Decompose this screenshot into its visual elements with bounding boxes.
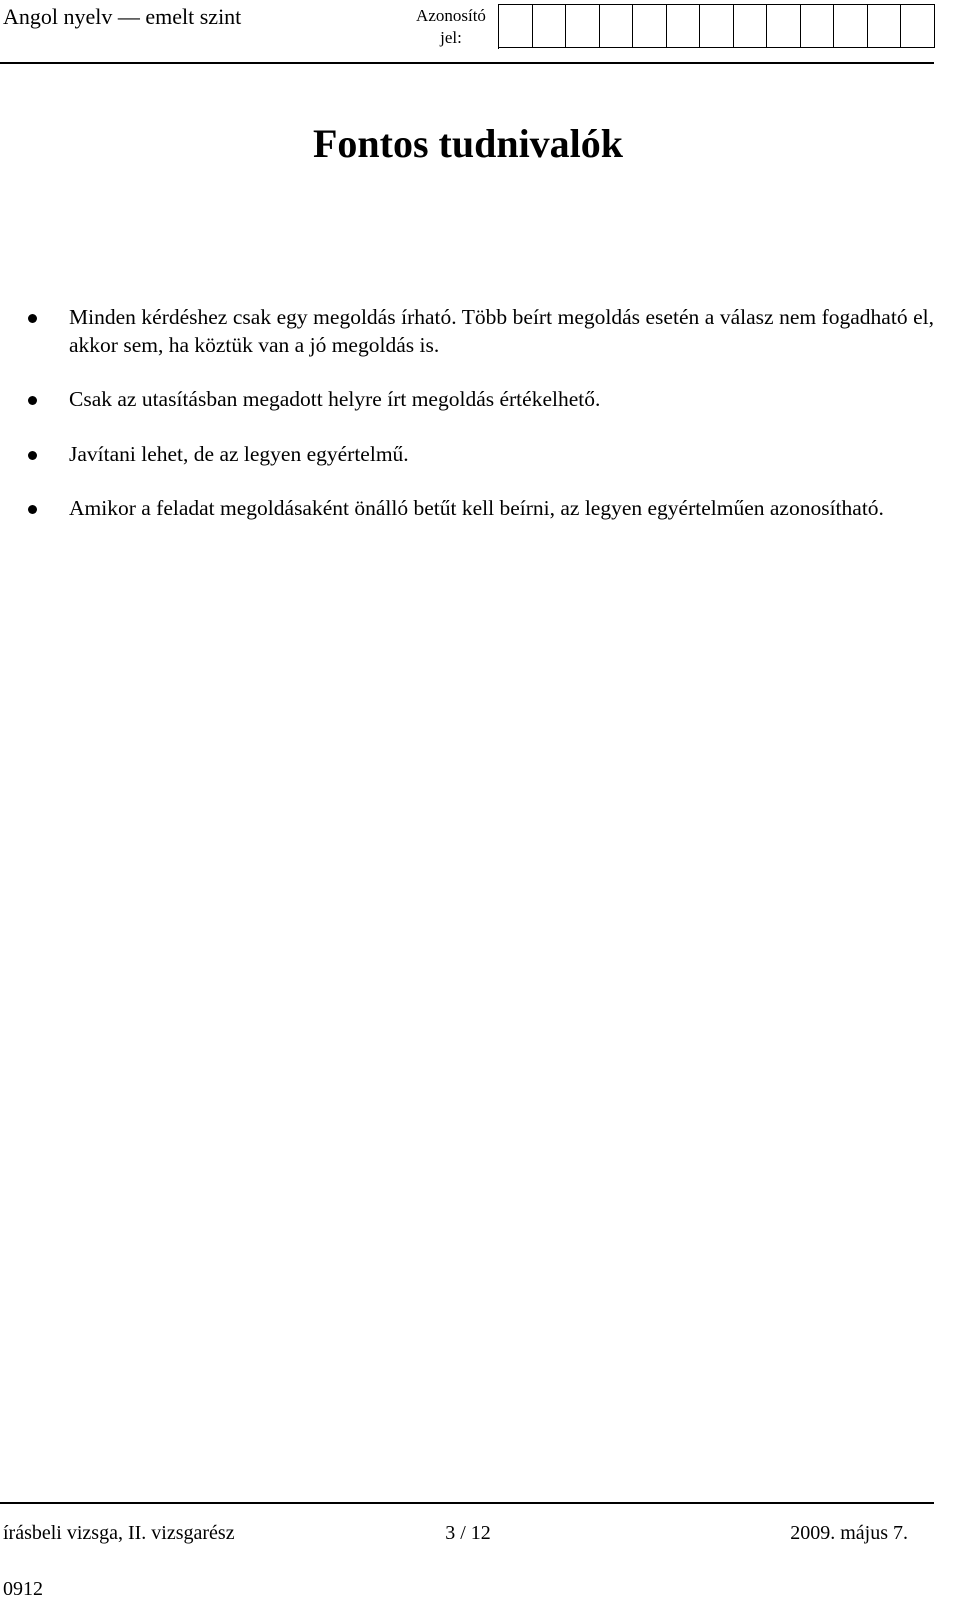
footer-exam-part: írásbeli vizsga, II. vizsgarész xyxy=(3,1522,235,1544)
page-header xyxy=(0,0,960,64)
id-box[interactable] xyxy=(868,4,902,48)
id-box[interactable] xyxy=(901,4,935,48)
list-item xyxy=(28,495,934,523)
header-divider xyxy=(0,62,934,64)
note-text: Csak az utasításban megadott helyre írt megoldás értékelhető. xyxy=(69,387,601,411)
id-box[interactable] xyxy=(834,4,868,48)
note-text: Javítani lehet, de az legyen egyértelmű. xyxy=(69,441,409,466)
id-box[interactable] xyxy=(734,4,768,48)
id-box[interactable] xyxy=(767,4,801,48)
bullet-icon xyxy=(28,505,37,514)
footer-code: 0912 xyxy=(3,1578,43,1600)
id-box[interactable] xyxy=(667,4,701,48)
id-label: Azonosító jel: xyxy=(416,6,486,47)
header-subject-title: Angol nyelv — emelt szint xyxy=(3,4,242,29)
note-text: Amikor a feladat megoldásaként önálló betűt kell beírni, az legyen egyértelműen azonosítható. xyxy=(69,496,884,520)
id-box[interactable] xyxy=(633,4,667,48)
footer-divider xyxy=(0,1502,934,1504)
bullet-icon xyxy=(28,451,37,460)
page-number: 3 / 12 xyxy=(445,1522,491,1544)
list-item xyxy=(28,386,934,414)
list-item xyxy=(28,304,934,359)
footer-date: 2009. május 7. xyxy=(790,1522,908,1544)
list-item xyxy=(28,441,934,469)
note-text: Minden kérdéshez csak egy megoldás írható. Több beírt megoldás esetén a válasz nem fogadható el, akkor sem, ha köztük van a jó megoldás is. xyxy=(69,305,934,357)
id-box[interactable] xyxy=(499,4,533,48)
id-box[interactable] xyxy=(600,4,634,48)
notes-list xyxy=(28,304,934,550)
id-box[interactable] xyxy=(700,4,734,48)
id-box[interactable] xyxy=(566,4,600,48)
id-box[interactable] xyxy=(801,4,835,48)
bullet-icon xyxy=(28,396,37,405)
id-boxes xyxy=(498,4,935,49)
bullet-icon xyxy=(28,314,37,323)
page-title: Fontos tudnivalók xyxy=(312,121,624,166)
id-box[interactable] xyxy=(533,4,567,48)
